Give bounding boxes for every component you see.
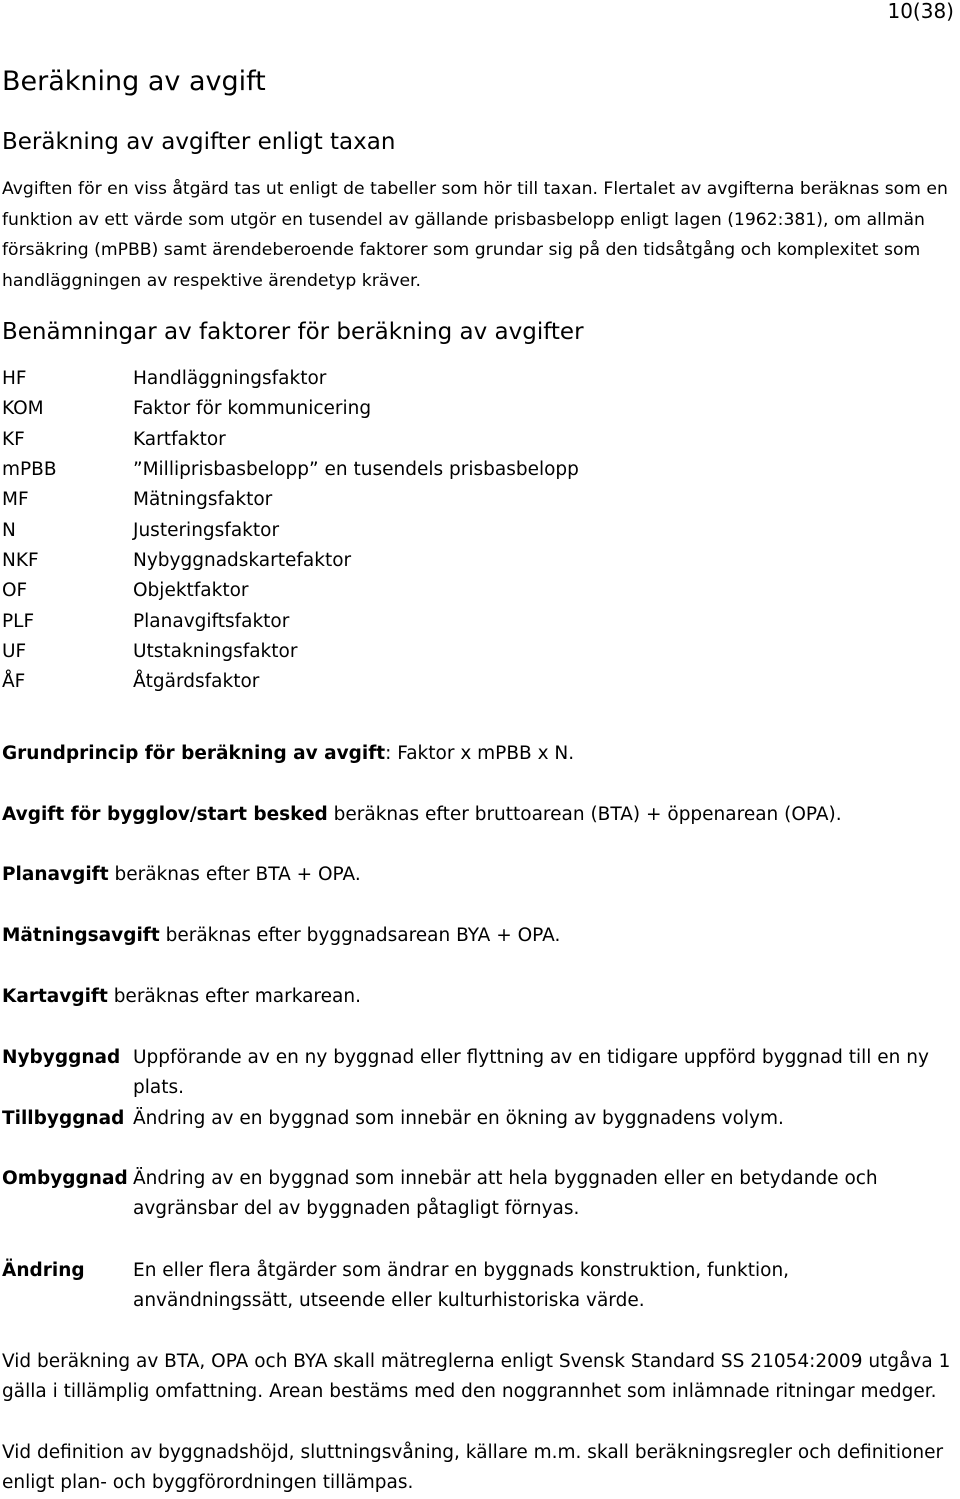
factor-description: Objektfaktor [133,580,249,602]
definition-text: Ändring av en byggnad som innebär en ökning av byggnadens volym. [133,1108,784,1129]
factor-row [2,364,922,394]
factor-code: KF [2,428,25,450]
factor-row [2,394,922,424]
factor-code: N [2,519,16,541]
page-number: 10(38) [887,0,954,23]
factor-code: KOM [2,398,44,420]
rule-grundprincip [2,739,952,769]
definition-paragraph: Vid definition av byggnadshöjd, sluttningsvåning, källare m.m. skall beräkningsregler och definitioner enligt plan- och byggförordningen tillämpas. [2,1442,944,1494]
rule-text: : Faktor x mPBB x N. [385,743,575,764]
rule-text: beräknas efter byggnadsarean BYA + OPA. [159,925,561,946]
factor-row [2,455,922,485]
rule-label: Grundprincip för beräkning av avgift [2,743,386,764]
factor-description: Handläggningsfaktor [133,368,327,389]
rule-label: Planavgift [2,864,109,885]
definition-tillbyggnad [2,1104,952,1134]
factor-description: Planavgiftsfaktor [133,610,290,632]
factor-row [2,576,922,606]
rule-matningsavgift [2,921,952,951]
intro-paragraph: Avgiften för en viss åtgärd tas ut enligt de tabeller som hör till taxan. Flertalet av avgifterna beräknas som en funktion av ett värde som utgör en tusendel av gällande prisbasbelopp enligt lagen (1962:381), om allmän försäkring (mPBB) samt ärendeberoende faktorer som grundar sig på den tidsåtgång och komplexitet som handläggningen av respektive ärendetyp kräver. [2,179,948,291]
factors-heading: Benämningar av faktorer för beräkning av avgifter [2,319,584,345]
definition-term: Nybyggnad [2,1047,121,1068]
factor-code: PLF [2,610,35,632]
factor-row [2,667,922,697]
rule-text: beräknas efter markarean. [107,986,361,1007]
factor-code: NKF [2,550,39,572]
definition-term: Tillbyggnad [2,1108,125,1129]
factor-description: Mätningsfaktor [133,489,273,511]
definition-text: Ändring av en byggnad som innebär att hela byggnaden eller en betydande och avgränsbar del av byggnaden påtagligt förnyas. [133,1168,878,1220]
factor-description: Åtgärdsfaktor [133,671,260,693]
rule-bygglov [2,800,952,830]
factor-description: Nybyggnadskartefaktor [133,550,352,572]
factor-row [2,546,922,576]
definition-term: Ombyggnad [2,1168,128,1189]
factor-description: Justeringsfaktor [133,519,280,541]
section-subtitle: Beräkning av avgifter enligt taxan [2,129,396,155]
factor-description: Utstakningsfaktor [133,641,298,663]
rule-planavgift [2,860,952,890]
factor-code: HF [2,368,27,389]
factor-description: Kartfaktor [133,428,226,450]
factor-code: ÅF [2,671,26,693]
rule-text: beräknas efter bruttoarean (BTA) + öppenarean (OPA). [327,804,842,825]
factor-list [2,364,922,698]
rule-kartavgift [2,982,952,1012]
page-title: Beräkning av avgift [2,66,266,97]
definition-term: Ändring [2,1260,85,1281]
definition-ombyggnad [2,1164,952,1225]
rule-label: Mätningsavgift [2,925,160,946]
factor-description: Faktor för kommunicering [133,398,372,420]
definition-nybyggnad [2,1043,952,1104]
factor-row [2,425,922,455]
factor-row [2,607,922,637]
definition-andring [2,1256,952,1317]
factor-description: ”Milliprisbasbelopp” en tusendels prisbasbelopp [133,459,579,481]
rule-text: beräknas efter BTA + OPA. [108,864,361,885]
factor-code: OF [2,580,28,602]
rule-label: Avgift för bygglov/start besked [2,804,328,825]
factor-row [2,516,922,546]
definition-text: En eller flera åtgärder som ändrar en byggnads konstruktion, funktion, användningssätt, utseende eller kulturhistoriska värde. [133,1260,790,1312]
definition-text: Uppförande av en ny byggnad eller flyttning av en tidigare uppförd byggnad till en ny plats. [133,1047,929,1099]
factor-row [2,485,922,515]
factor-code: mPBB [2,459,57,481]
factor-code: UF [2,641,27,663]
rule-label: Kartavgift [2,986,108,1007]
factor-code: MF [2,489,29,511]
standard-paragraph: Vid beräkning av BTA, OPA och BYA skall mätreglerna enligt Svensk Standard SS 21054:2009 utgåva 1 gälla i tillämplig omfattning. Arean bestäms med den noggrannhet som inlämnade ritningar medger. [2,1351,951,1403]
factor-row [2,637,922,667]
